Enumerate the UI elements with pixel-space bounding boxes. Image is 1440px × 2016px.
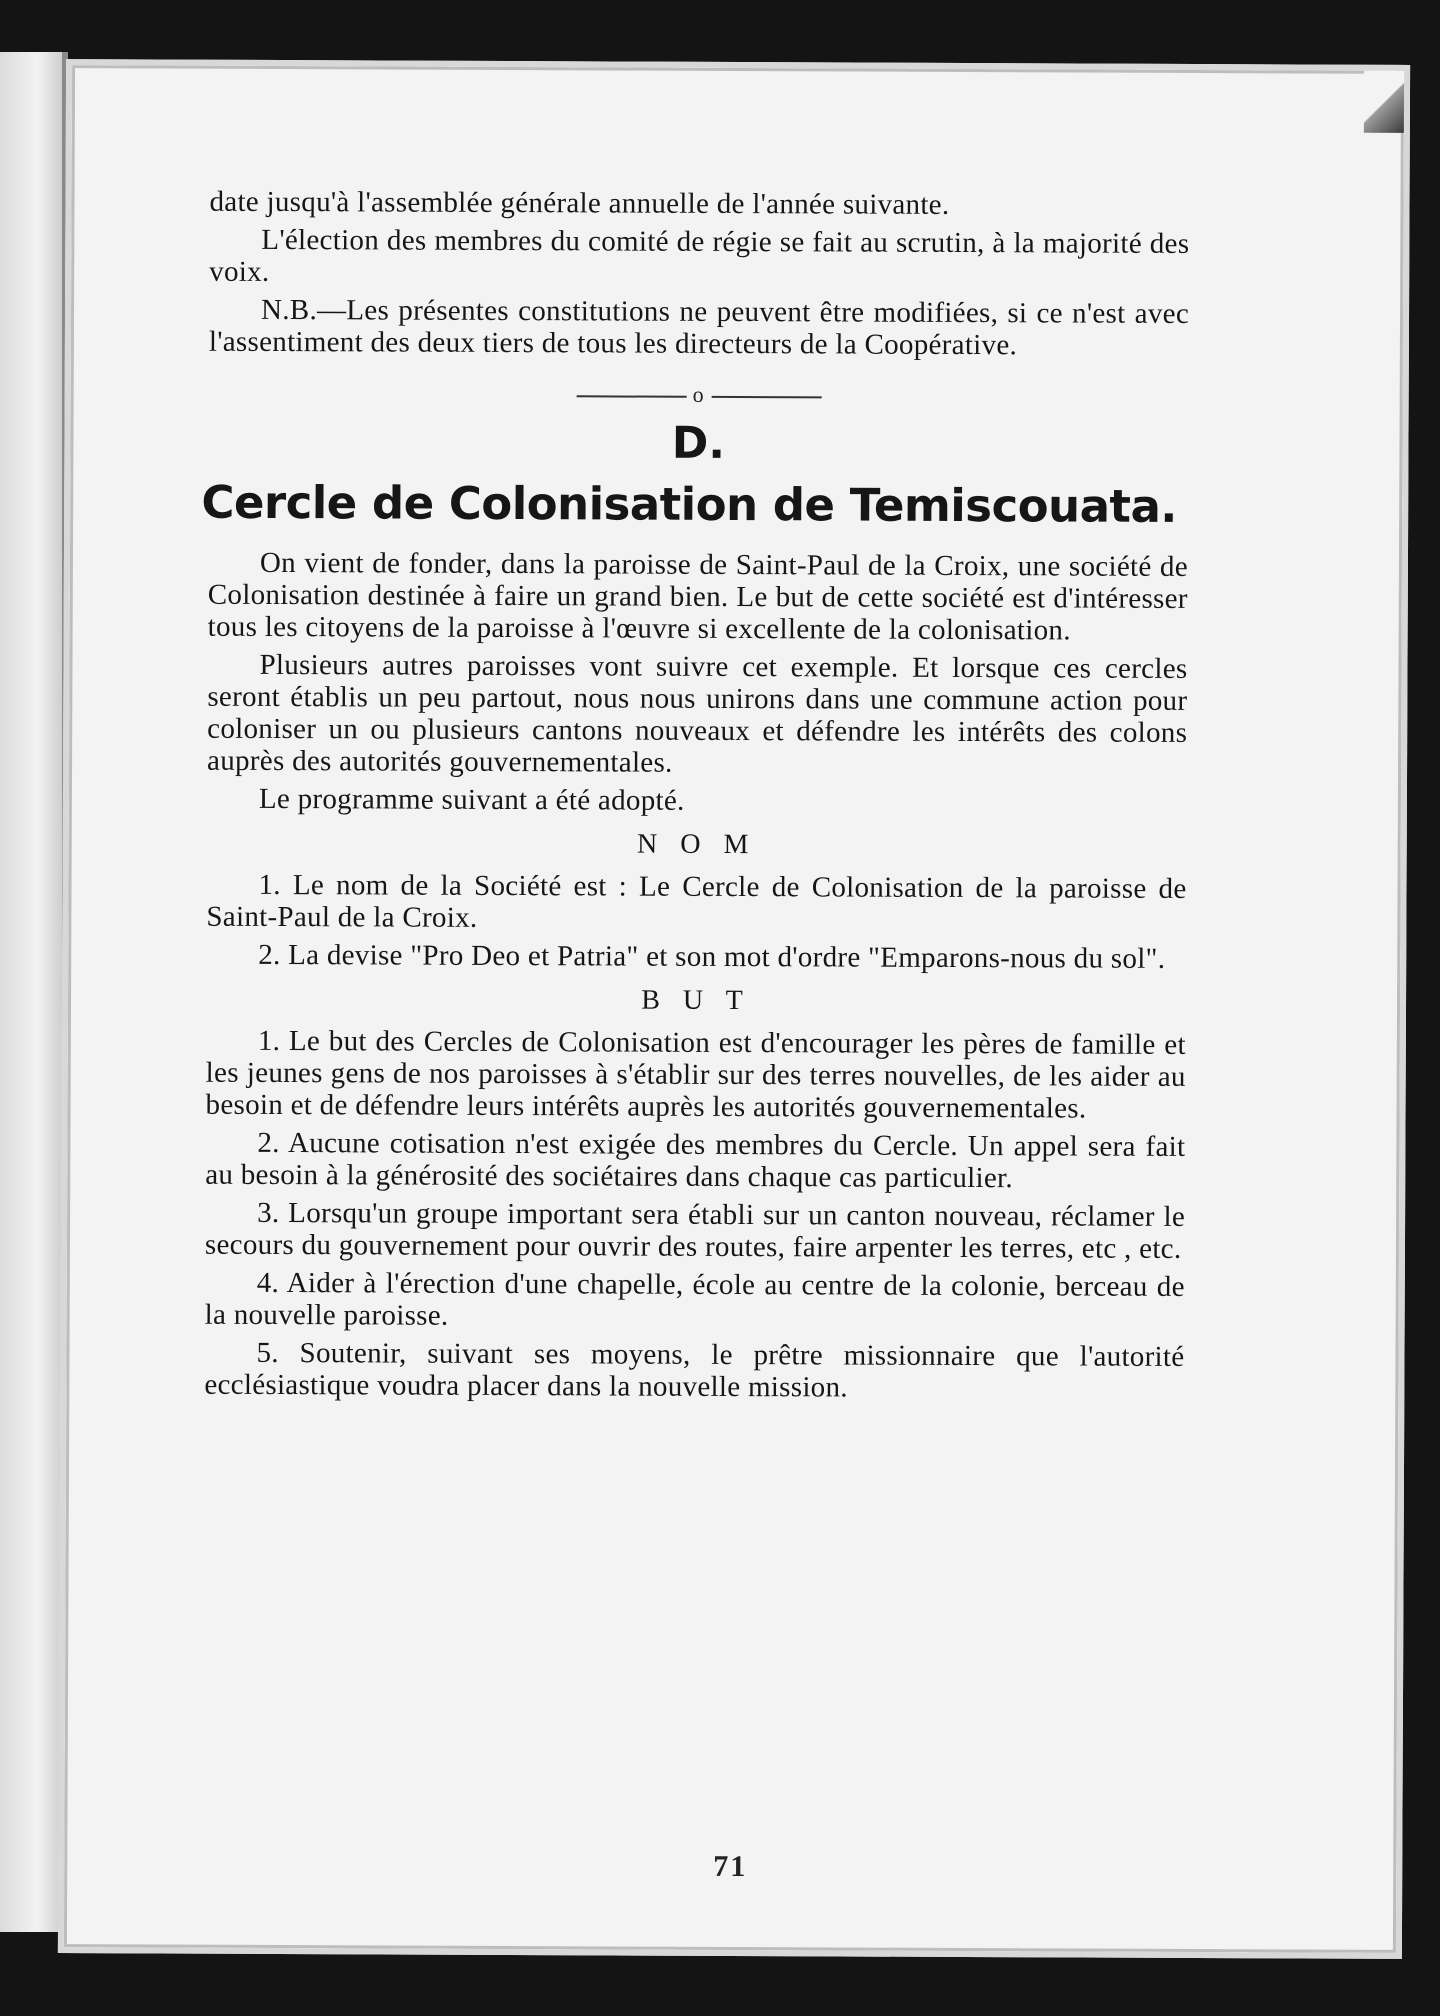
intro-paragraph-3: Le programme suivant a été adopté. [258,782,685,817]
intro-paragraph-1: On vient de fonder, dans la paroisse de Saint-Paul de la Croix, une société de Colonisation destinée à faire un grand bien. Le but de cette société est d'intéresser tous les citoyens de la paroisse à l'œuvre si excellente de la colonisation. [207,546,1189,647]
section-title: Cercle de Colonisation de Temiscouata. [201,475,1178,533]
nom-item-2: 2. La devise "Pro Deo et Patria" et son mot d'ordre "Emparons-nous du sol". [258,938,1166,975]
nom-item-1: 1. Le nom de la Société est : Le Cercle de Colonisation de la paroisse de Saint-Paul de la Croix. [206,868,1187,934]
continuation-line: date jusqu'à l'assemblée générale annuelle de l'année suivante. [209,185,950,221]
election-paragraph: L'élection des membres du comité de régie se fait au scrutin, à la majorité des voix. [209,223,1190,288]
document-page [58,59,1410,1959]
section-separator [209,380,1189,410]
but-heading: B U T [641,984,751,1017]
page-text [201,185,1190,1411]
intro-paragraph-2: Plusieurs autres paroisses vont suivre cet exemple. Et lorsque ces cercles seront établis un peu partout, nous nous unirons dans une commune action pour coloniser un ou plusieurs cantons nouveaux et défendre les intérêts des colons auprès des autorités gouvernementales. [207,648,1188,779]
but-item-2: 2. Aucune cotisation n'est exigée des membres du Cercle. Un appel sera fait au besoin à la générosité des sociétaires dans chaque cas particulier. [205,1126,1186,1195]
section-letter: D. [671,417,726,469]
but-item-5: 5. Soutenir, suivant ses moyens, le prêtre missionnaire que l'autorité ecclésiastique voudra placer dans la nouvelle mission. [204,1336,1185,1404]
but-item-3: 3. Lorsqu'un groupe important sera établi sur un canton nouveau, réclamer le secours du gouvernement pour ouvrir des routes, faire arpenter les terres, etc , etc. [204,1196,1186,1265]
separator-mark: o [692,381,705,407]
separator-line-right [711,396,821,398]
nb-paragraph: N.B.—Les présentes constitutions ne peuvent être modifiées, si ce n'est avec l'assentiment des deux tiers de tous les directeurs de la Coopérative. [208,293,1190,362]
previous-page-edge [0,52,68,1932]
but-item-1: 1. Le but des Cercles de Colonisation est d'encourager les pères de famille et les jeunes gens de nos paroisses à s'établir sur des terres nouvelles, de les aider au besoin et de défendre leurs intérêts auprès les autorités gouvernementales. [205,1024,1186,1125]
separator-line-left [576,395,686,397]
page-number: 71 [713,1849,748,1884]
nom-heading: N O M [636,828,757,861]
page-corner-fold [1364,71,1404,133]
but-item-4: 4. Aider à l'érection d'une chapelle, école au centre de la colonie, berceau de la nouvelle paroisse. [204,1266,1185,1332]
